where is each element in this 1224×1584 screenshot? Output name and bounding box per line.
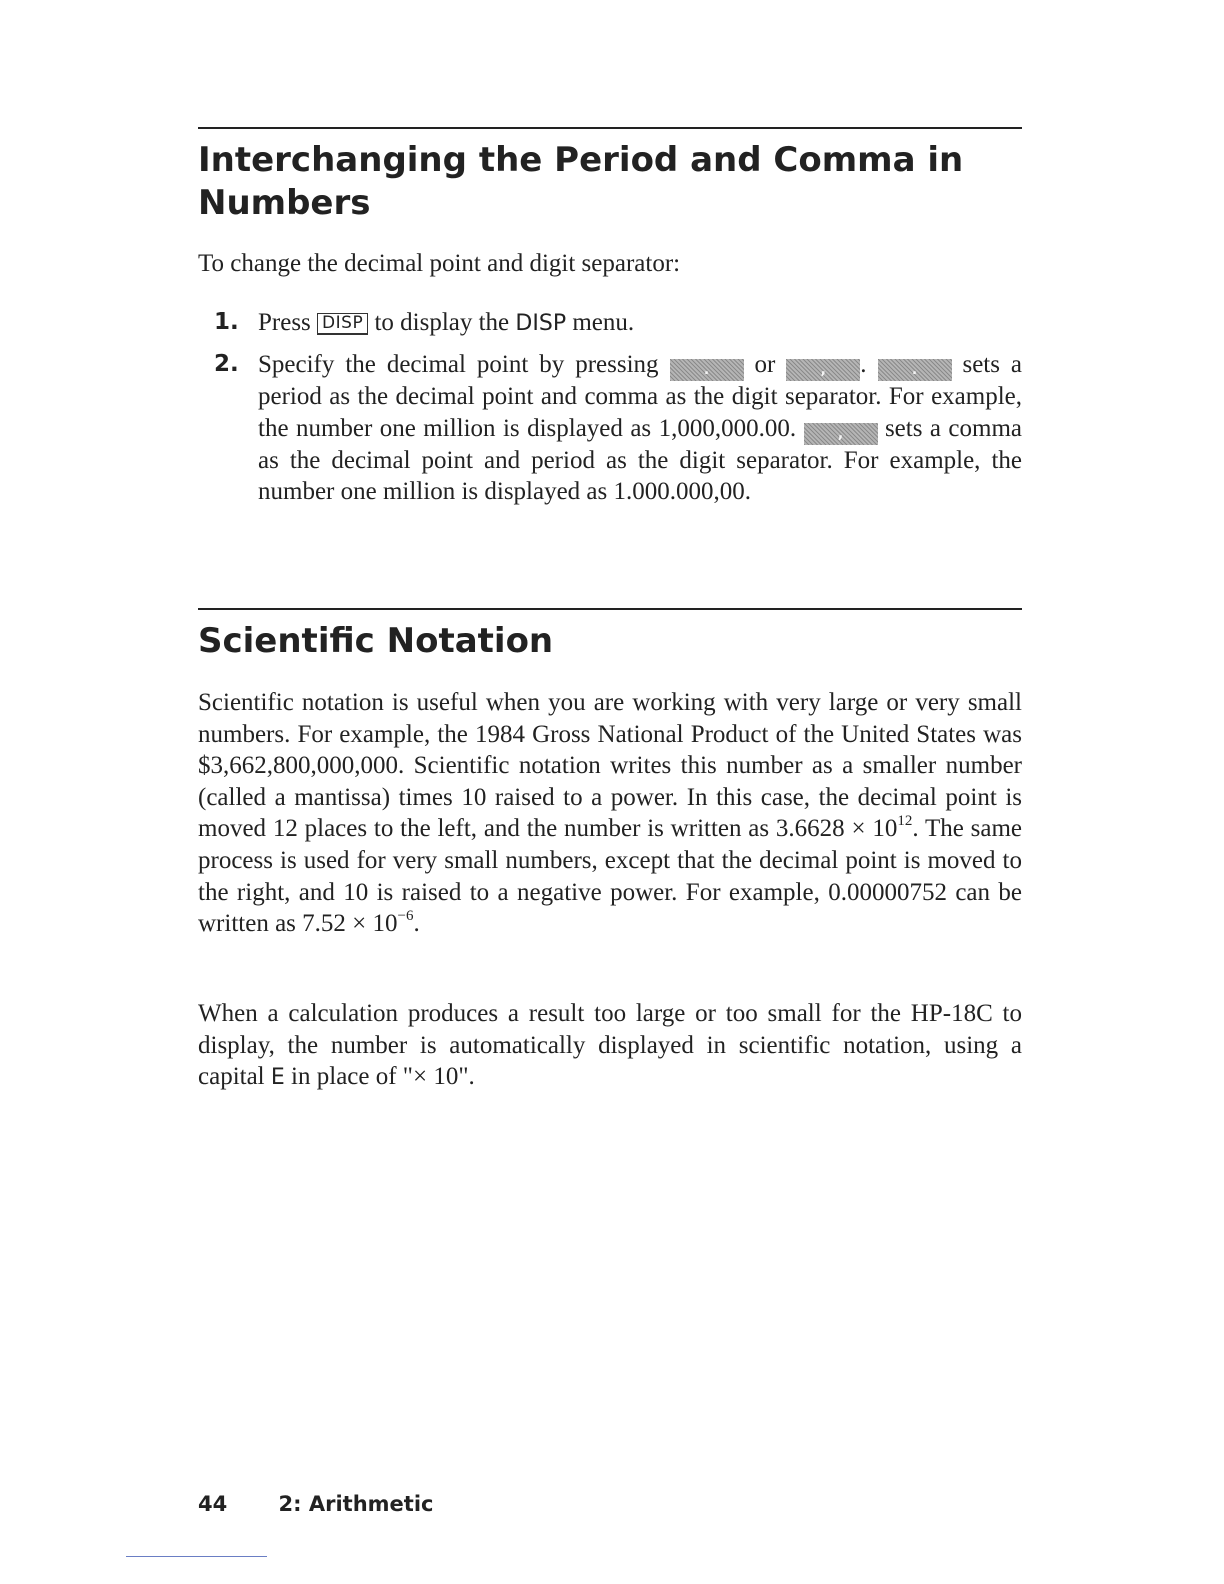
section2-rule <box>198 608 1022 610</box>
period-softkey-ref: . <box>878 359 952 381</box>
step-1-suffix: menu. <box>572 309 635 336</box>
period-softkey: . <box>670 359 744 381</box>
step-1-text <box>258 307 1022 340</box>
disp-key: DISP <box>317 313 368 335</box>
step-2-or: or <box>754 351 776 378</box>
para2-part-b: in place of "× 10". <box>291 1063 475 1091</box>
exponent-12: 12 <box>897 813 913 830</box>
step-1-number: 1. <box>214 309 239 335</box>
step-2-text-c: sets a comma as the decimal point and period as the digit separator. For example, the number one million is displayed as 1.000.000,00. <box>258 414 1022 506</box>
exponent-minus-6: −6 <box>397 907 414 924</box>
para1-part-b: . The same process is used for very small numbers, except that the decimal point is moved to the right, and 10 is raised to a negative power. For example, 0.00000752 can be written as 7.52 × 10 <box>198 815 1022 938</box>
para1-part-c: . <box>413 910 420 938</box>
capital-e: E <box>270 1065 285 1091</box>
step-2-number: 2. <box>214 351 239 377</box>
disp-menu-name: DISP <box>515 311 567 336</box>
step-2 <box>198 349 1022 508</box>
section2-heading: Scientific Notation <box>198 621 554 661</box>
section1-intro: To change the decimal point and digit separator: <box>198 250 681 277</box>
scan-edge-line <box>126 1556 267 1557</box>
chapter-title: 2: Arithmetic <box>278 1492 434 1516</box>
step-2-dot: . <box>860 351 867 378</box>
step-1 <box>198 307 1022 340</box>
comma-softkey: , <box>786 359 860 381</box>
step-1-prefix: Press <box>258 309 311 336</box>
scientific-notation-paragraph-2 <box>198 998 1022 1094</box>
para2-part-a: When a calculation produces a result too large or too small for the HP-18C to display, the number is automatically displayed in scientific notation, using a capital <box>198 1000 1022 1091</box>
step-2-text-b: sets a period as the decimal point and comma as the digit separator. For example, the number one million is displayed as 1,000,000.00. <box>258 351 1023 442</box>
step-2-text-a: Specify the decimal point by pressing <box>258 351 659 378</box>
scientific-notation-paragraph-1 <box>198 687 1022 940</box>
page-footer <box>198 1492 433 1516</box>
para1-part-a: Scientific notation is useful when you are working with very large or very small numbers. For example, the 1984 Gross National Product of the United States was $3,662,800,000,000. Scientific notation writes this number as a smaller number (called a mantissa) times 10 raised to a power. In this case, the decimal point is moved 12 places to the left, and the number is written as 3.6628 × 10 <box>198 689 1022 843</box>
comma-softkey-ref: , <box>804 423 878 445</box>
step-1-middle: to display the <box>374 309 510 336</box>
page-number: 44 <box>198 1492 228 1516</box>
section1-heading: Interchanging the Period and Comma in Numbers <box>198 140 964 223</box>
step-2-text <box>258 349 1022 508</box>
section1-rule <box>198 127 1022 129</box>
